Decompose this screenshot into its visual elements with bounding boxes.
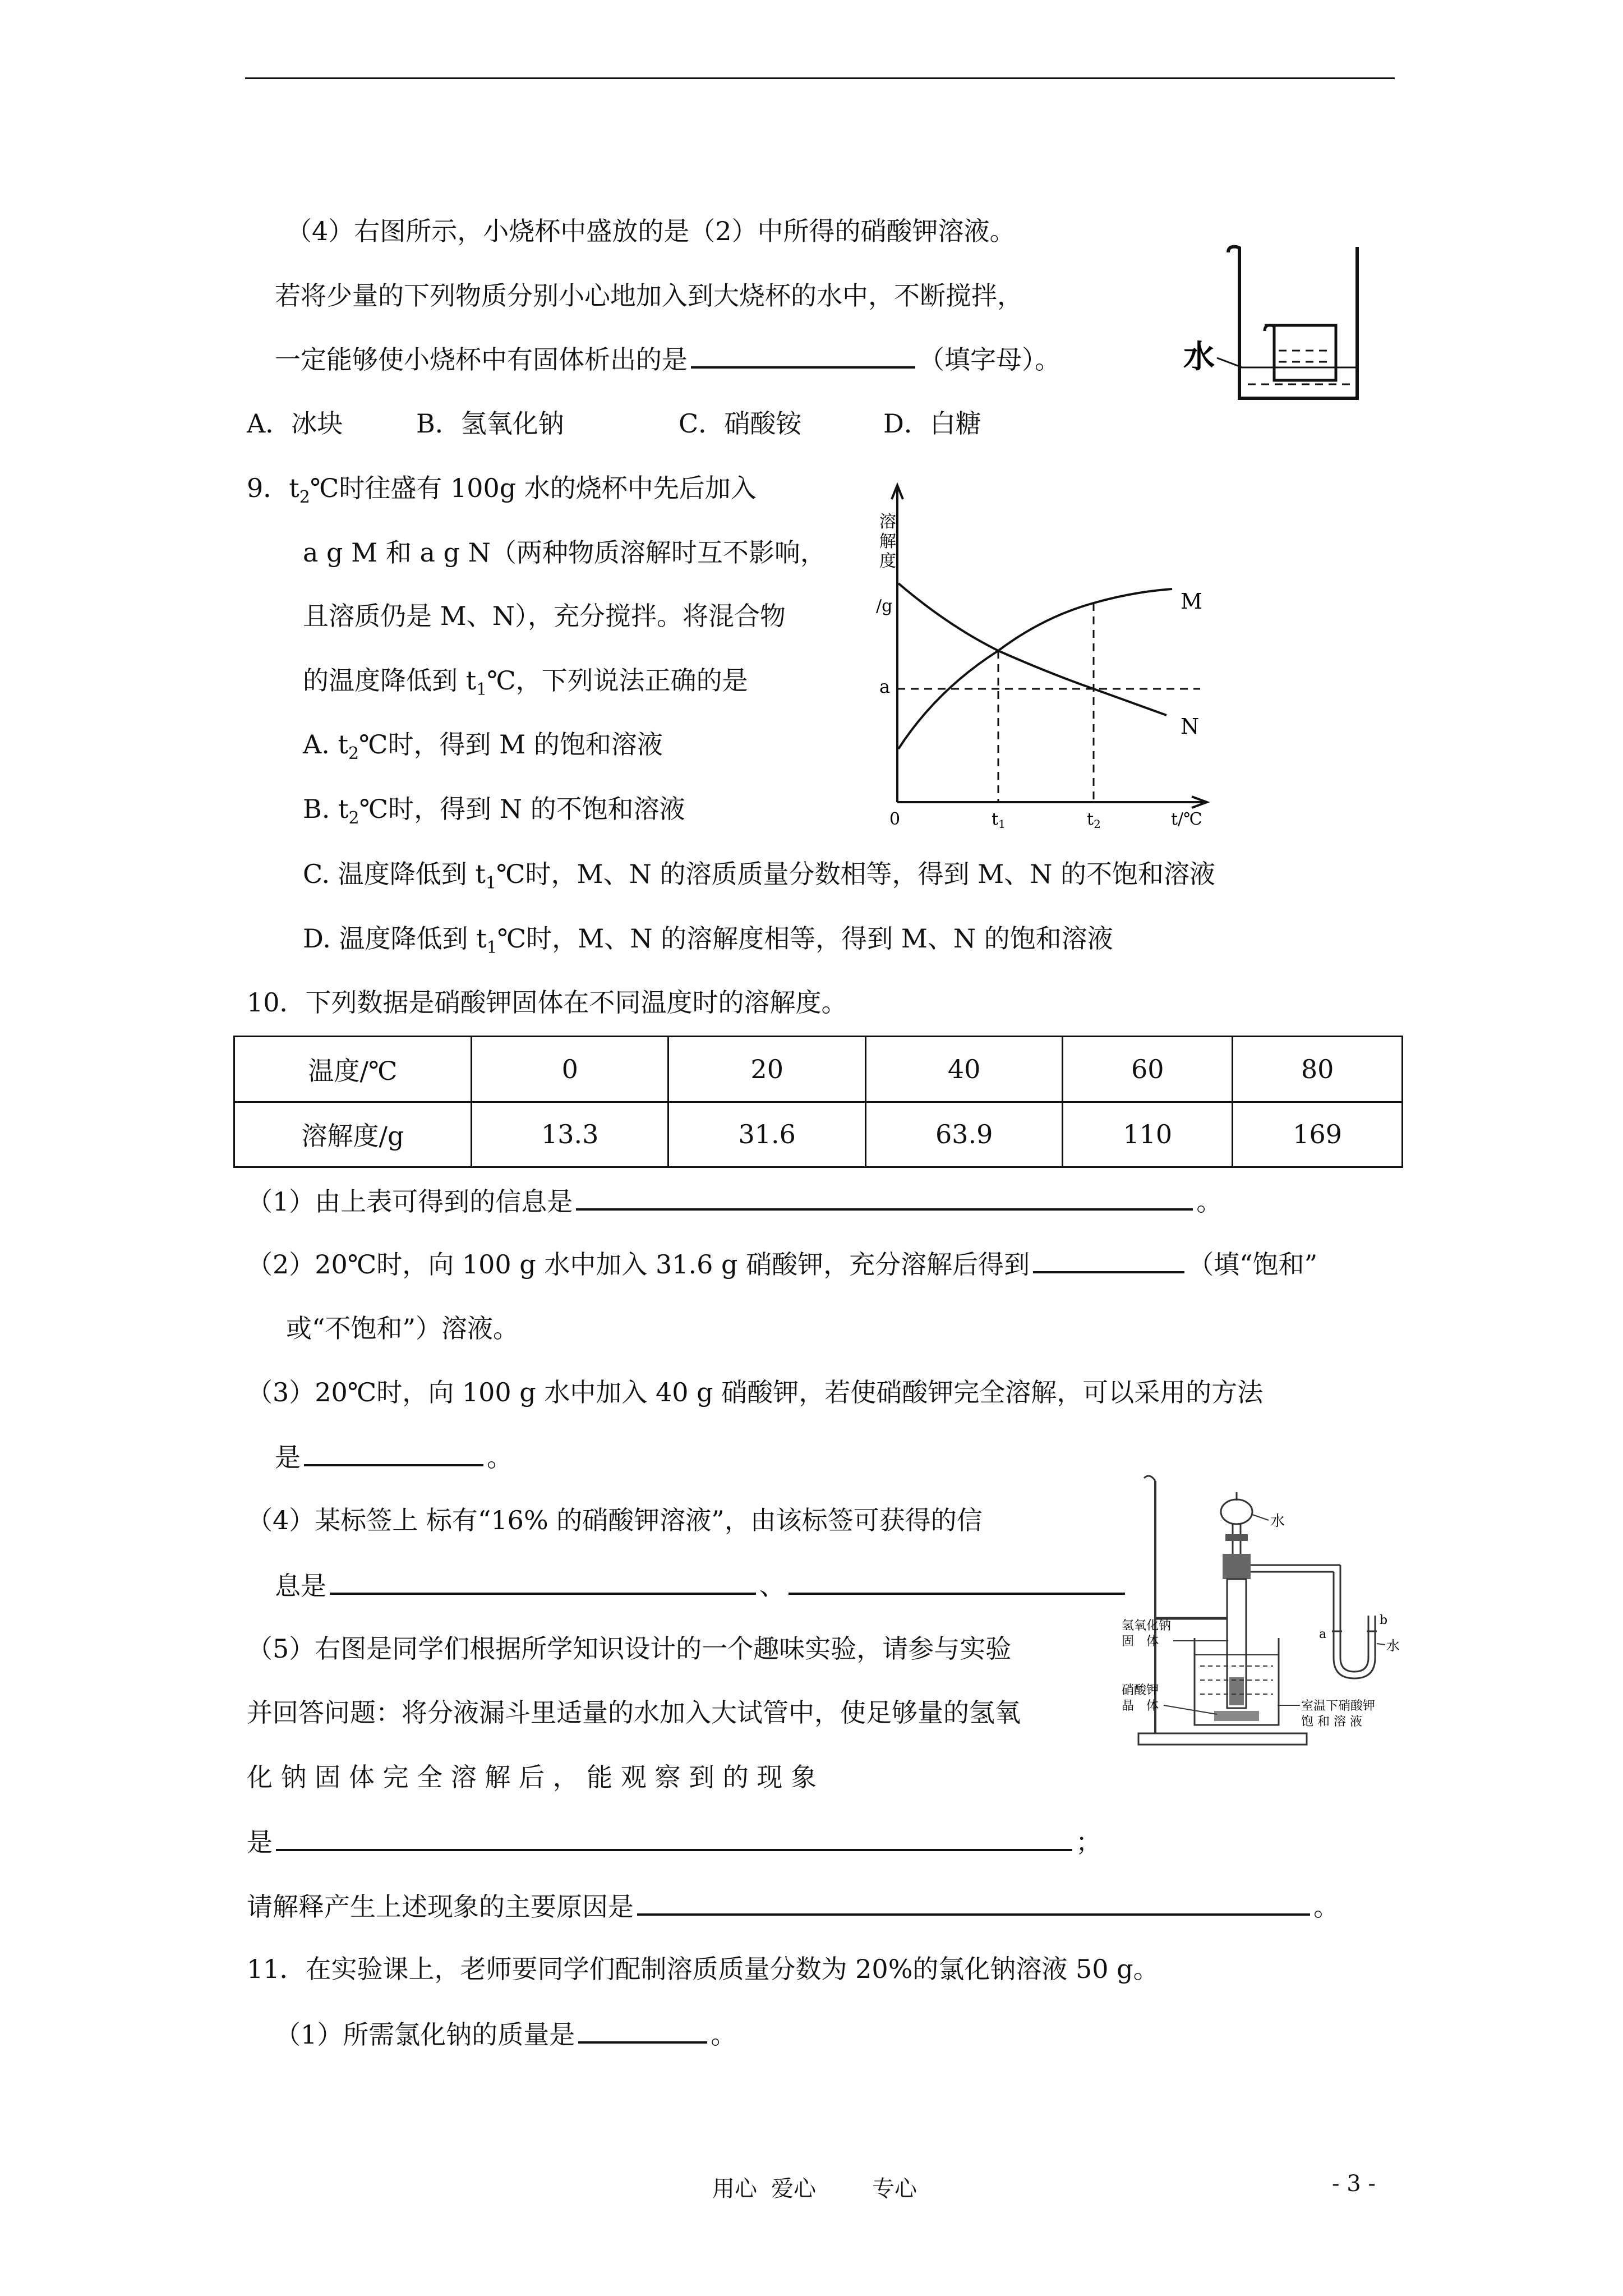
q10-p4-cont: 息是 、 (275, 1568, 1128, 1603)
option-c: C．硝酸铵 (679, 408, 802, 439)
q10-p5: （5）右图是同学们根据所学知识设计的一个趣味实验，请参与实验 (247, 1634, 1012, 1664)
q10-p3-cont: 是 。 (275, 1439, 513, 1474)
q10-p5-line3: 化 钠 固 体 完 全 溶 解 后 ， 能 观 察 到 的 现 象 (247, 1762, 817, 1792)
beaker-figure (1183, 241, 1368, 409)
option-d: D．白糖 (883, 408, 981, 439)
answer-blank-q10-5b[interactable] (637, 1889, 1310, 1916)
q11-p1: （1）所需氯化钠的质量是 。 (275, 2017, 736, 2051)
table-cell: 40 (865, 1037, 1062, 1102)
table-header-temp: 温度/℃ (234, 1037, 472, 1102)
y-label-1: 溶 (879, 512, 896, 532)
q8-4-line2: 若将少量的下列物质分别小心地加入到大烧杯的水中，不断搅拌， (275, 280, 1023, 311)
option-a: A．冰块 (247, 408, 343, 439)
origin-label: 0 (889, 809, 901, 829)
t2-label: $t_2$ (1087, 809, 1101, 831)
q10-p4: （4）某标签上 标有“16% 的硝酸钾溶液”，由该标签可获得的信 (247, 1505, 983, 1535)
q9-line3: 且溶质仍是 M、N），充分搅拌。将混合物 (303, 601, 786, 631)
q11-line1: 11．在实验课上，老师要同学们配制溶质质量分数为 20%的氯化钠溶液 50 g。 (247, 1954, 1159, 1984)
answer-blank-q10-1[interactable] (576, 1184, 1193, 1211)
q8-4-line3-text: 一定能够使小烧杯中有固体析出的是 (275, 344, 688, 375)
q10-p1: （1）由上表可得到的信息是 。 (247, 1184, 1222, 1218)
q10-line1: 10．下列数据是硝酸钾固体在不同温度时的溶解度。 (247, 987, 847, 1018)
x-axis-label: t/℃ (1171, 809, 1202, 829)
y-label-4: /g (876, 596, 893, 616)
solution-label-1: 室温下硝酸钾 (1301, 1699, 1376, 1713)
q10-p2: （2）20℃时，向 100 g 水中加入 31.6 g 硝酸钾，充分溶解后得到 （填“饱和” (247, 1246, 1317, 1281)
table-cell: 60 (1063, 1037, 1233, 1102)
page-number: - 3 - (1332, 2171, 1376, 2197)
table-cell: 63.9 (865, 1102, 1062, 1167)
curve-m (898, 589, 1172, 749)
answer-blank-q8-4[interactable] (691, 342, 915, 369)
q9-option-d: D. 温度降低到 $t_1℃$时，M、N 的溶解度相等，得到 M、N 的饱和溶液 (303, 923, 1113, 958)
answer-blank-q10-3[interactable] (304, 1439, 483, 1466)
answer-blank-q10-4a[interactable] (330, 1568, 756, 1595)
table-row (234, 1037, 1403, 1102)
q10-p2-cont: 或“不饱和”）溶液。 (286, 1313, 519, 1343)
solubility-graph (864, 477, 1223, 841)
answer-blank-q10-5a[interactable] (276, 1824, 1072, 1851)
footer-slogan-2: 爱心 (771, 2176, 816, 2202)
q8-4-line3 (275, 342, 1061, 376)
q8-4-line1: （4）右图所示，小烧杯中盛放的是（2）中所得的硝酸钾溶液。 (286, 216, 1016, 246)
table-cell: 20 (668, 1037, 865, 1102)
t1-label: $t_1$ (992, 809, 1006, 831)
solubility-table (233, 1036, 1403, 1168)
curve-n (898, 583, 1166, 715)
table-cell: 0 (472, 1037, 668, 1102)
q10-p5-line2: 并回答问题：将分液漏斗里适量的水加入大试管中，使足够量的氢氧 (247, 1697, 1021, 1728)
answer-blank-q10-2[interactable] (1033, 1246, 1184, 1273)
funnel-water-label: 水 (1270, 1513, 1285, 1530)
table-cell: 31.6 (668, 1102, 865, 1167)
footer-slogan-1: 用心 (712, 2176, 757, 2202)
q9-line1: 9．$t_2℃$时往盛有 100g 水的烧杯中先后加入 (247, 473, 757, 507)
table-header-solubility: 溶解度/g (234, 1102, 472, 1167)
naoh-label-1: 氢氧化钠 (1122, 1619, 1172, 1633)
y-label-3: 度 (879, 551, 896, 571)
answer-blank-q11-1[interactable] (578, 2017, 707, 2044)
q9-option-c: C. 温度降低到 $t_1℃$时，M、N 的溶质质量分数相等，得到 M、N 的不饱和溶液 (303, 859, 1216, 893)
table-row (234, 1102, 1403, 1167)
a-tick-label: a (879, 676, 891, 697)
option-b: B．氢氧化钠 (416, 408, 564, 439)
u-tube-b-label: b (1380, 1613, 1388, 1627)
solution-label-2: 饱 和 溶 液 (1301, 1715, 1362, 1729)
top-rule (245, 77, 1395, 79)
q9-line4: 的温度降低到 $t_1℃$，下列说法正确的是 (303, 665, 748, 700)
y-label-2: 解 (879, 532, 896, 551)
naoh-label-2: 固 体 (1122, 1635, 1159, 1649)
kno3-label-2: 晶 体 (1122, 1699, 1159, 1713)
kno3-label-1: 硝酸钾 (1122, 1683, 1159, 1697)
q10-p5-line5: 请解释产生上述现象的主要原因是 。 (247, 1889, 1339, 1924)
q10-p5-line4: 是 ； (247, 1824, 1101, 1859)
u-tube-a-label: a (1319, 1627, 1327, 1641)
table-cell: 80 (1233, 1037, 1403, 1102)
table-cell: 169 (1233, 1102, 1403, 1167)
q9-option-a: A. $t_2℃$时，得到 M 的饱和溶液 (303, 729, 663, 763)
curve-n-label: N (1181, 714, 1200, 739)
table-cell: 110 (1063, 1102, 1233, 1167)
table-cell: 13.3 (472, 1102, 668, 1167)
footer-slogan-3: 专心 (872, 2176, 917, 2202)
answer-blank-q10-4b[interactable] (789, 1568, 1125, 1595)
u-tube-water-label: 水 (1386, 1638, 1400, 1654)
q9-line2: a g M 和 a g N（两种物质溶解时互不影响， (303, 537, 826, 568)
apparatus-figure (1122, 1470, 1402, 1750)
q9-option-b: B. $t_2℃$时，得到 N 的不饱和溶液 (303, 794, 685, 828)
beaker-water-label: 水 (1183, 338, 1215, 375)
q10-p3: （3）20℃时，向 100 g 水中加入 40 g 硝酸钾，若使硝酸钾完全溶解，可以采用的方法 (247, 1377, 1264, 1407)
curve-m-label: M (1181, 589, 1202, 614)
q8-4-line3-tail: （填字母）。 (919, 344, 1061, 375)
